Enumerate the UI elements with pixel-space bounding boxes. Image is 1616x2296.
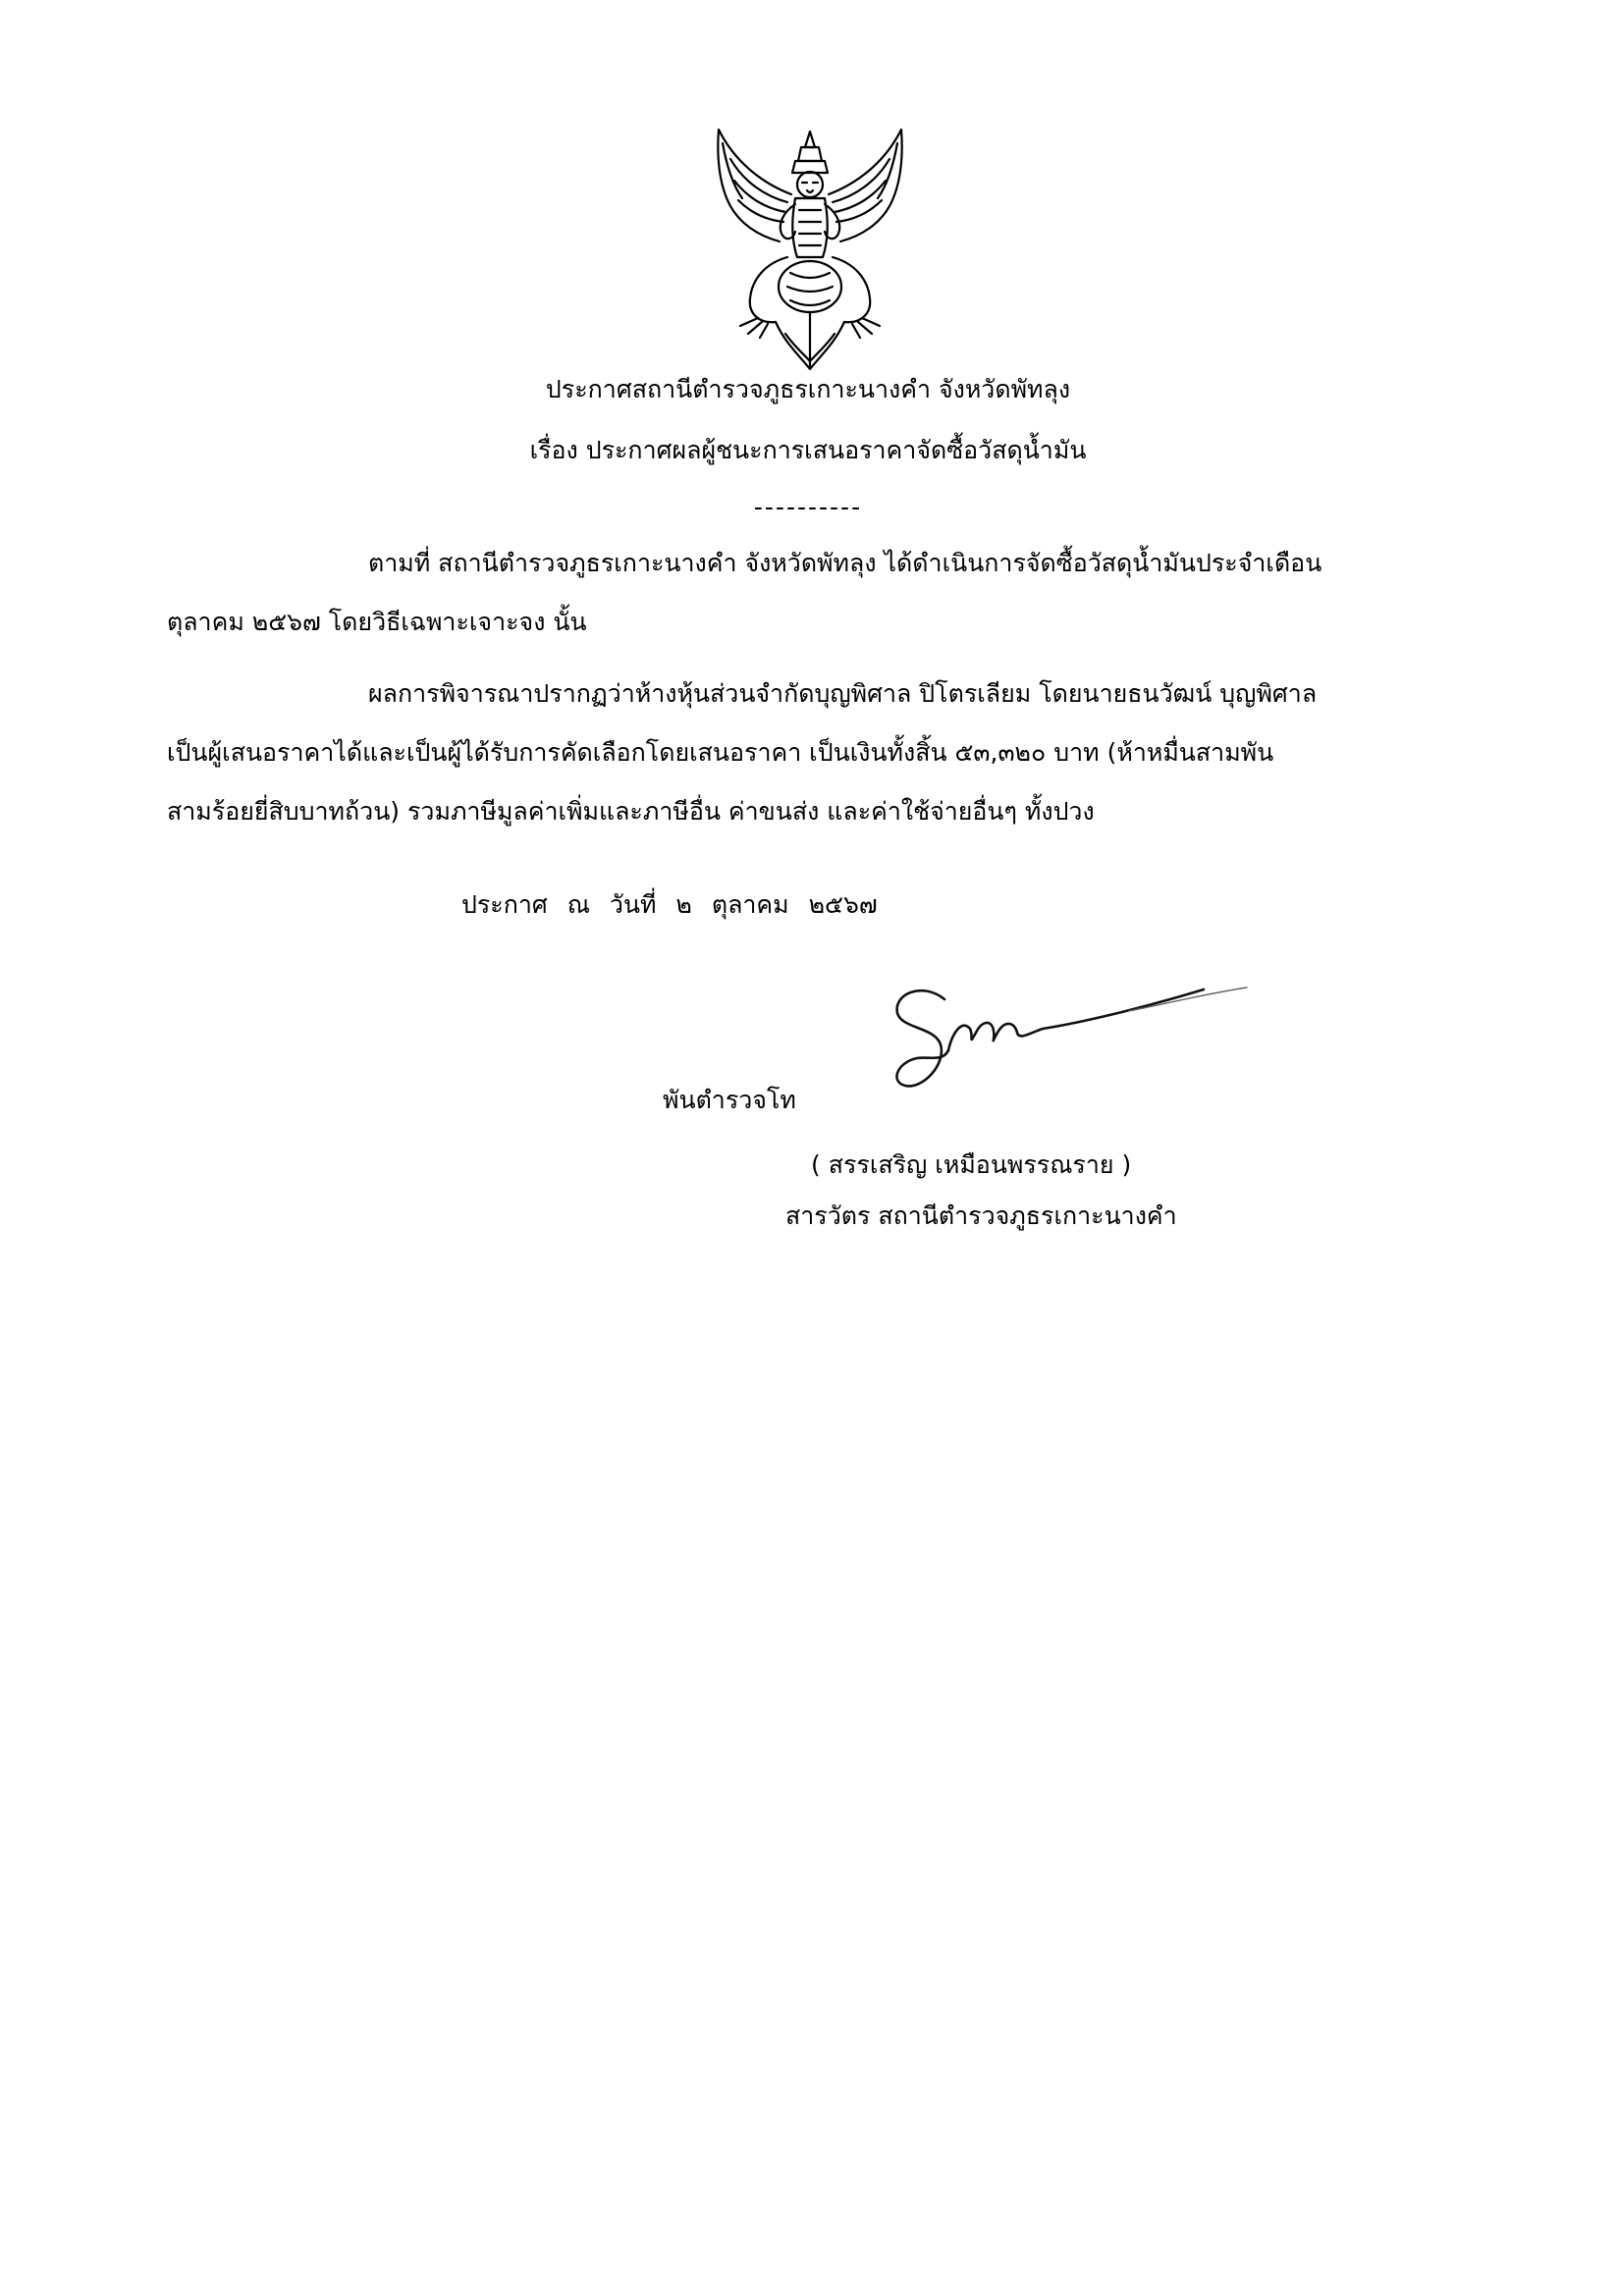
- paragraph-1-line-2: ตุลาคม ๒๕๖๗ โดยวิธีเฉพาะเจาะจง นั้น: [167, 608, 587, 636]
- handwritten-signature: [884, 972, 1276, 1104]
- garuda-emblem-icon: [697, 126, 923, 373]
- document-title: ประกาศสถานีตำรวจภูธรเกาะนางคำ จังหวัดพัทลุง: [545, 375, 1071, 403]
- paragraph-1-line-1: ตามที่ สถานีตำรวจภูธรเกาะนางคำ จังหวัดพัทลุง ได้ดำเนินการจัดซื้อวัสดุน้ำมันประจำเดือน: [368, 549, 1322, 577]
- document-subject: เรื่อง ประกาศผลผู้ชนะการเสนอราคาจัดซื้อวัสดุน้ำมัน: [529, 436, 1087, 464]
- paragraph-2-line-3: สามร้อยยี่สิบบาทถ้วน) รวมภาษีมูลค่าเพิ่มและภาษีอื่น ค่าขนส่ง และค่าใช้จ่ายอื่นๆ ทั้งปวง: [167, 797, 1095, 826]
- title-divider: ----------: [753, 493, 863, 521]
- signer-position: สารวัตร สถานีตำรวจภูธรเกาะนางคำ: [785, 1201, 1177, 1230]
- paragraph-2-line-2: เป็นผู้เสนอราคาได้และเป็นผู้ได้รับการคัดเลือกโดยเสนอราคา เป็นเงินทั้งสิ้น ๕๓,๓๒๐ บาท (ห้าหมื่นสามพัน: [167, 738, 1274, 767]
- paragraph-2-line-1: ผลการพิจารณาปรากฏว่าห้างหุ้นส่วนจำกัดบุญพิศาล ปิโตรเลียม โดยนายธนวัฒน์ บุญพิศาล: [368, 679, 1318, 708]
- announcement-date: ประกาศ ณ วันที่ ๒ ตุลาคม ๒๕๖๗: [461, 890, 878, 919]
- signer-rank: พันตำรวจโท: [663, 1086, 796, 1114]
- signer-name: ( สรรเสริญ เหมือนพรรณราย ): [811, 1150, 1132, 1179]
